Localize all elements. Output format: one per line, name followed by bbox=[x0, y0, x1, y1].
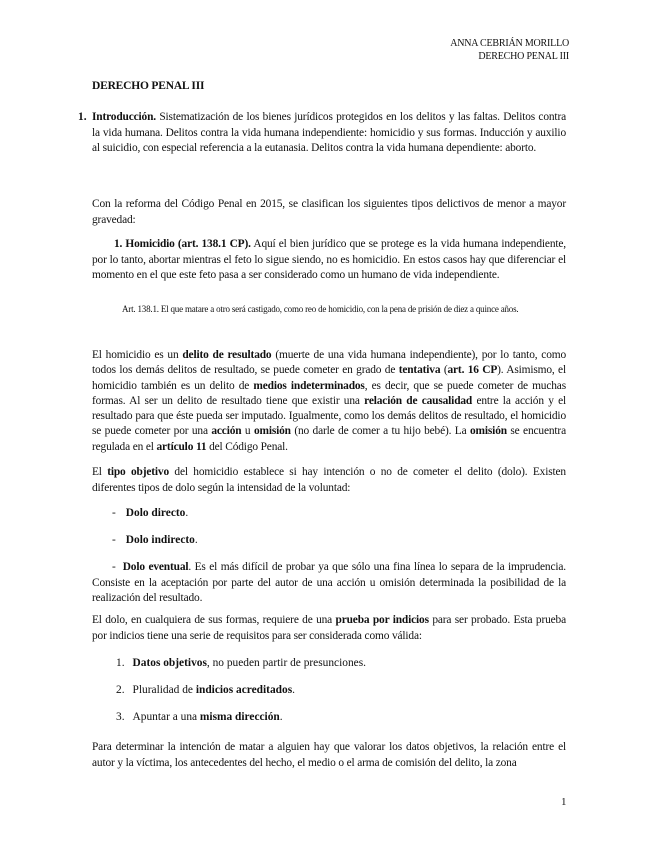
intencion-paragraph: Para determinar la intención de matar a alguien hay que valorar los datos objetivos, la relación entre el autor y la víctima, los antecedentes del hecho, el medio o el arma de comisión del delito, la zona bbox=[92, 741, 566, 769]
bold-term: tipo objetivo bbox=[107, 466, 170, 478]
text-span: Apuntar a una bbox=[132, 711, 200, 723]
dolo-item bbox=[112, 507, 188, 519]
bold-term: relación de causalidad bbox=[364, 394, 473, 407]
text-span: El bbox=[92, 466, 108, 478]
list-number: 3. bbox=[116, 711, 125, 723]
dolo-term: Dolo directo bbox=[125, 507, 186, 519]
text-span: ). Asimismo, el homicidio también es un delito de bbox=[92, 364, 566, 392]
text-span: , no pueden partir de presunciones. bbox=[206, 657, 367, 669]
text-span: ( bbox=[440, 364, 448, 377]
page-header bbox=[450, 37, 569, 63]
text-span: (no darle de comer a tu hijo bebé). La bbox=[290, 425, 470, 438]
document-title: DERECHO PENAL III bbox=[92, 80, 205, 92]
dash-marker: - bbox=[112, 534, 116, 546]
list-number: 1. bbox=[116, 657, 125, 669]
bold-term: misma dirección bbox=[199, 711, 280, 723]
text-span: u bbox=[241, 425, 254, 438]
text-span: Pluralidad de bbox=[132, 684, 196, 696]
prueba-indicios-paragraph bbox=[92, 613, 566, 644]
dash-marker: - bbox=[112, 561, 116, 573]
requisito-item bbox=[116, 684, 295, 696]
text-span: se encuentra regulada en el bbox=[92, 425, 566, 453]
bold-term: Datos objetivos bbox=[132, 657, 207, 669]
text-span: . bbox=[279, 711, 283, 723]
header-subject: DERECHO PENAL III bbox=[478, 51, 569, 62]
article-quote: Art. 138.1. El que matare a otro será castigado, como reo de homicidio, con la pena de prisión de diez a quince años. bbox=[122, 304, 519, 314]
section-number: 1. bbox=[78, 111, 87, 123]
text-span: del homicidio establece si hay intención o no de cometer el delito (dolo). Existen diferentes tipos de dolo según la intensidad de la voluntad: bbox=[92, 466, 566, 494]
text-span: . bbox=[194, 534, 198, 546]
bold-term: artículo 11 bbox=[156, 440, 207, 453]
resultado-paragraph bbox=[92, 348, 566, 455]
homicidio-paragraph bbox=[92, 237, 566, 284]
bold-term: acción bbox=[211, 425, 242, 438]
reform-paragraph: Con la reforma del Código Penal en 2015, se clasifican los siguientes tipos delictivos de menor a mayor gravedad: bbox=[92, 198, 566, 226]
bold-term: tentativa bbox=[398, 364, 441, 377]
text-span: El homicidio es un bbox=[92, 349, 183, 361]
text-span: . Es el más difícil de probar ya que sólo una fina línea lo separa de la imprudencia. Consiste en la aceptación por parte del autor de una acción u omisión determinada la posibilidad de la realización del resultado. bbox=[92, 561, 566, 604]
page-number: 1 bbox=[561, 796, 567, 808]
text-span: entre la acción y el resultado para que éste pueda ser imputado. Igualmente, como los demás delitos de resultado, el homicidio se puede cometer por una bbox=[92, 394, 566, 438]
bold-term: indicios acreditados bbox=[195, 684, 293, 696]
list-number: 2. bbox=[116, 684, 125, 696]
text-span: . bbox=[185, 507, 189, 519]
section-heading: Introducción. bbox=[92, 111, 156, 123]
bold-term: delito de resultado bbox=[182, 349, 272, 361]
bold-term: omisión bbox=[253, 425, 291, 438]
text-span: (muerte de una vida humana independiente), por lo tanto, como todos los demás delitos de resultado, se puede cometer en grado de bbox=[92, 349, 567, 377]
dolo-term: Dolo eventual bbox=[122, 561, 189, 573]
text-span: , es decir, que se puede cometer de muchas formas. Al ser un delito de resultado tiene que existir una bbox=[92, 379, 566, 407]
text-span: . bbox=[292, 684, 295, 696]
bold-term: art. 16 CP bbox=[447, 364, 498, 377]
header-author: ANNA CEBRIÁN MORILLO bbox=[450, 38, 569, 49]
dash-marker: - bbox=[112, 507, 116, 519]
requisito-item bbox=[116, 711, 283, 723]
text-span: El dolo, en cualquiera de sus formas, requiere de una bbox=[92, 614, 336, 626]
homicidio-text: Aquí el bien jurídico que se protege es la vida humana independiente, por lo tanto, abortar mientras el feto lo sigue siendo, no es homicidio. En estos casos hay que diferenciar el momento en el que este feto pasa a ser considerado como un humano de vida independiente. bbox=[92, 238, 566, 281]
tipo-objetivo-paragraph bbox=[92, 465, 566, 496]
homicidio-label: 1. Homicidio (art. 138.1 CP). bbox=[114, 238, 251, 250]
bold-term: prueba por indicios bbox=[335, 614, 429, 626]
requisito-item bbox=[116, 657, 366, 669]
dolo-term: Dolo indirecto bbox=[125, 534, 195, 546]
text-span: del Código Penal. bbox=[206, 440, 288, 453]
section-intro bbox=[92, 110, 566, 157]
dolo-eventual-item bbox=[92, 560, 566, 607]
bold-term: omisión bbox=[470, 425, 507, 438]
section-intro-text: Sistematización de los bienes jurídicos protegidos en los delitos y las faltas. Delitos contra la vida humana. Delitos contra la vida humana independiente: homicidio y sus formas. Inducción y auxilio al suicidio, con especial referencia a la eutanasia. Delitos contra la vida humana dependiente: aborto. bbox=[92, 111, 566, 154]
text-span: para ser probado. Esta prueba por indicios tiene una serie de requisitos para ser considerada como válida: bbox=[92, 614, 566, 642]
dolo-item bbox=[112, 534, 198, 546]
bold-term: medios indeterminados bbox=[253, 379, 365, 392]
